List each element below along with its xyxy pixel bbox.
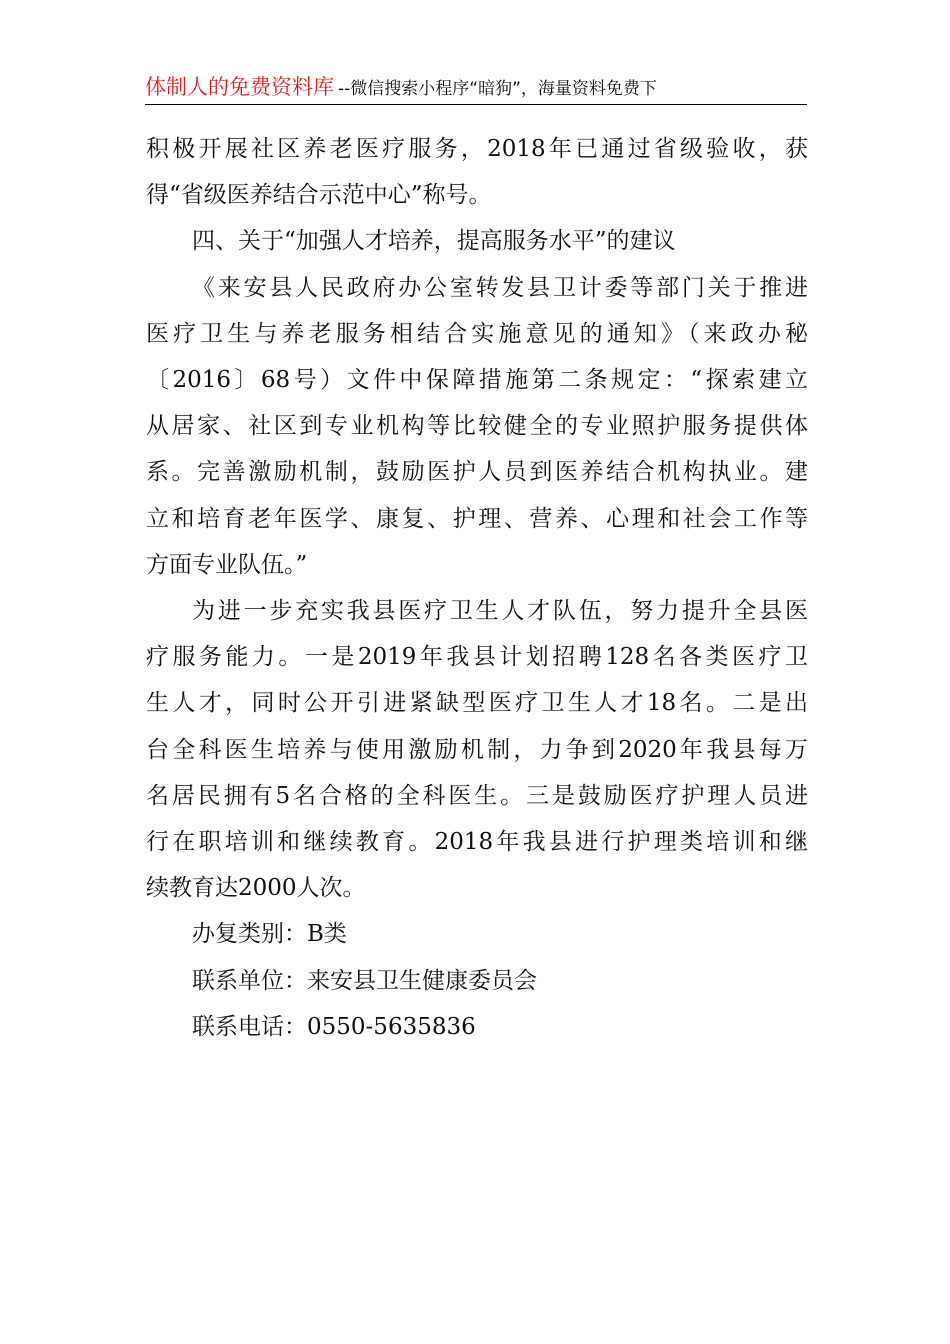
header-title: 体制人的免费资料库 — [145, 75, 334, 99]
paragraph-1-line-2: 得“省级医养结合示范中心”称号。 — [146, 182, 492, 209]
paragraph-3-line-7: 续教育达2000人次。 — [146, 875, 366, 902]
paragraph-2-line-1: 《来安县人民政府办公室转发县卫计委等部门关于推进 — [192, 274, 808, 301]
paragraph-3-line-3: 生人才，同时公开引进紧缺型医疗卫生人才18名。二是出 — [146, 690, 808, 717]
paragraph-2-line-7: 方面专业队伍。” — [146, 551, 308, 578]
paragraph-2-line-3: 〔2016〕68号）文件中保障措施第二条规定：“探索建立 — [146, 367, 808, 394]
paragraph-2-line-6: 立和培育老年医学、康复、护理、营养、心理和社会工作等 — [146, 505, 808, 532]
paragraph-2-line-4: 从居家、社区到专业机构等比较健全的专业照护服务提供体 — [146, 413, 808, 440]
header-subtitle: --微信搜索小程序“暗狗”，海量资料免费下 — [338, 79, 657, 99]
handling-category: 办复类别：B类 — [192, 921, 347, 948]
paragraph-3-line-5: 名居民拥有5名合格的全科医生。三是鼓励医疗护理人员进 — [146, 782, 808, 809]
paragraph-3 — [146, 588, 808, 911]
paragraph-3-line-2: 疗服务能力。一是2019年我县计划招聘128名各类医疗卫 — [146, 644, 808, 671]
paragraph-2 — [146, 265, 808, 588]
paragraph-3-line-4: 台全科医生培养与使用激励机制，力争到2020年我县每万 — [146, 736, 808, 763]
paragraph-1 — [146, 126, 808, 218]
page-header — [145, 72, 807, 105]
paragraph-1-line-1: 积极开展社区养老医疗服务，2018年已通过省级验收，获 — [146, 136, 808, 162]
section-heading: 四、关于“加强人才培养，提高服务水平”的建议 — [192, 228, 676, 255]
document-body — [146, 126, 808, 1050]
paragraph-2-line-2: 医疗卫生与养老服务相结合实施意见的通知》（来政办秘 — [146, 320, 808, 347]
contact-phone: 联系电话：0550-5635836 — [192, 1013, 476, 1040]
contact-unit: 联系单位：来安县卫生健康委员会 — [192, 967, 537, 994]
paragraph-3-line-1: 为进一步充实我县医疗卫生人才队伍，努力提升全县医 — [192, 598, 808, 625]
paragraph-2-line-5: 系。完善激励机制，鼓励医护人员到医养结合机构执业。建 — [146, 459, 808, 486]
paragraph-3-line-6: 行在职培训和继续教育。2018年我县进行护理类培训和继 — [146, 829, 808, 856]
